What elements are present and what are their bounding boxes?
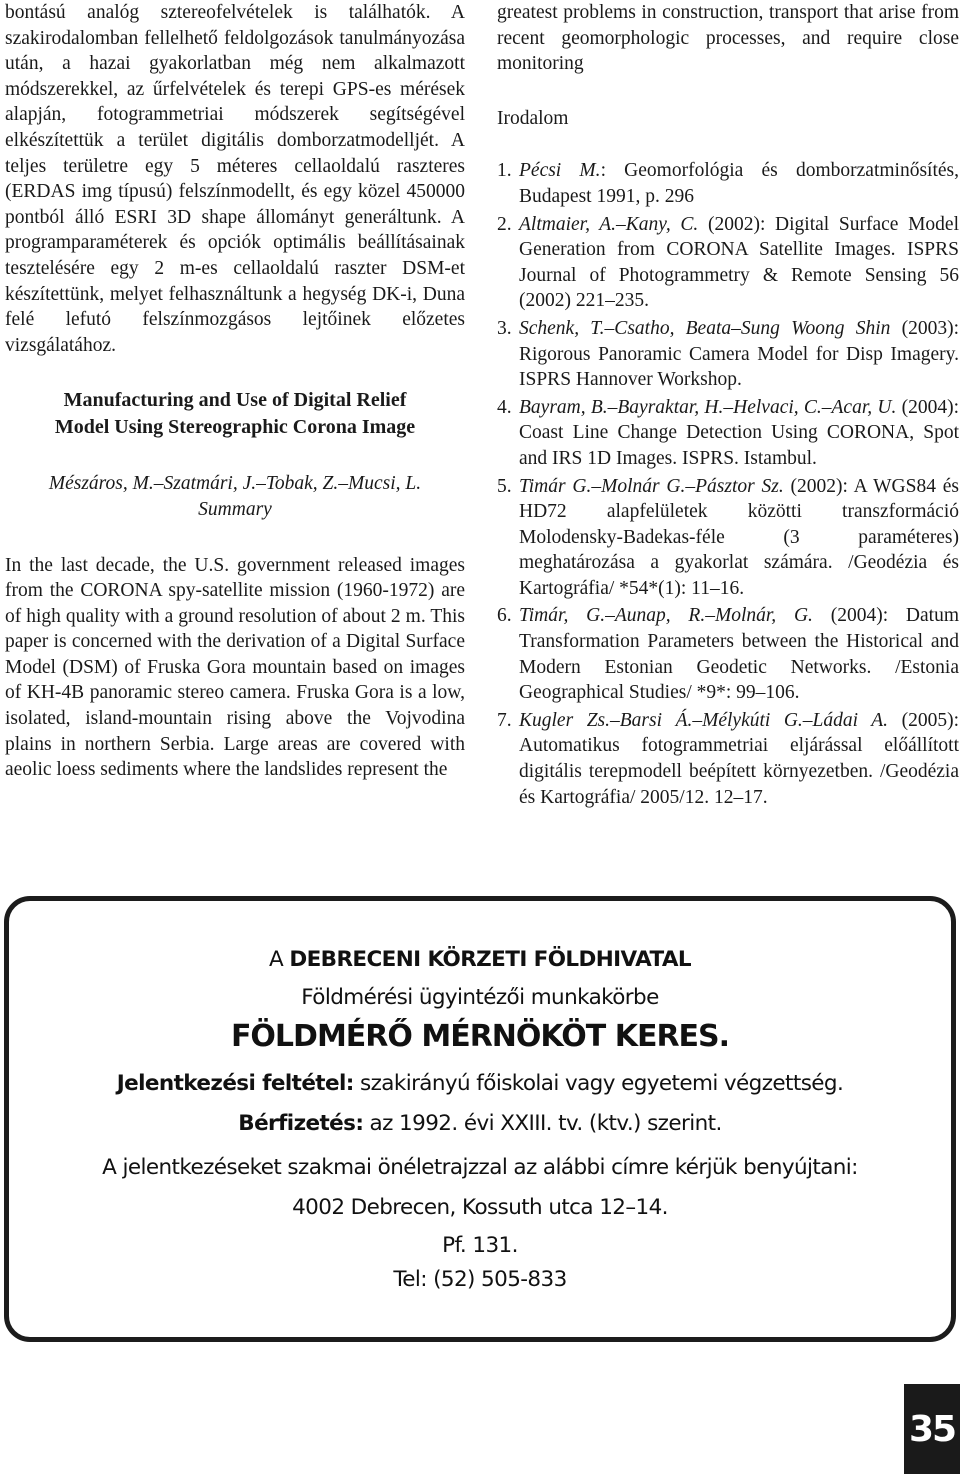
reference-item	[497, 316, 959, 393]
article-title-line-2: Model Using Stereographic Corona Image	[54, 416, 416, 439]
reference-text	[519, 212, 959, 314]
article-title	[5, 387, 465, 441]
reference-authors: Pécsi M.	[519, 160, 601, 182]
reference-details: : Geomorfológia és domborzatminősítés, Budapest 1991, p. 296	[519, 160, 959, 207]
reference-item	[497, 158, 959, 209]
reference-authors: Schenk, T.–Csatho, Beata–Sung Woong Shin	[519, 317, 891, 339]
left-column	[5, 0, 465, 783]
ad-phone: Tel: (52) 505-833	[393, 1267, 567, 1292]
reference-details: (2003): Rigorous Panoramic Camera Model for Disp Imagery. ISPRS Hannover Workshop.	[519, 317, 960, 391]
reference-authors: Timár G.–Molnár G.–Pásztor Sz.	[519, 475, 784, 497]
ad-address: 4002 Debrecen, Kossuth utca 12–14.	[292, 1195, 668, 1220]
reference-authors: Bayram, B.–Bayraktar, H.–Helvaci, C.–Acar, U.	[519, 396, 897, 418]
summary-continuation: greatest problems in construction, transport that arise from recent geomorphologic processes, and require close monitoring	[497, 2, 959, 75]
reference-text	[519, 395, 959, 472]
reference-authors: Timár, G.–Aunap, R.–Molnár, G.	[519, 605, 813, 627]
reference-text	[519, 708, 959, 810]
reference-authors: Kugler Zs.–Barsi Á.–Mélykúti G.–Ládai A.	[519, 709, 889, 731]
reference-item	[497, 603, 959, 705]
reference-number: 4.	[497, 396, 512, 418]
article-title-line-1: Manufacturing and Use of Digital Relief	[63, 389, 407, 412]
ad-line-position: Földmérési ügyintézői munkakörbe	[301, 985, 659, 1010]
reference-text	[519, 474, 959, 602]
reference-details: (2004): Coast Line Change Detection Using CORONA, Spot and IRS 1D Images. ISPRS. Istambul.	[519, 396, 959, 469]
reference-number: 2.	[497, 213, 512, 235]
ad-line-salary: Bérfizetés: az 1992. évi XXIII. tv. (ktv.) szerint.	[238, 1111, 722, 1136]
reference-item	[497, 708, 959, 810]
reference-item	[497, 474, 959, 602]
reference-item	[497, 395, 959, 472]
references-heading: Irodalom	[497, 107, 569, 129]
article-authors: Mészáros, M.–Szatmári, J.–Tobak, Z.–Mucsi, L.	[48, 473, 422, 495]
summary-text: In the last decade, the U.S. government released images from the CORONA spy-satellite mission (1960-1972) are of high quality with a ground resolution of about 2 m. This paper is concerned with the derivation of a Digital Surface Model (DSM) of Fruska Gora mountain based on images of KH-4B panoramic stereo camera. Fruska Gora is a low, isolated, island-mountain rising above the Vojvodina plains in northern Serbia. Large areas are covered with aeolic loess sediments where the landslides represent the	[5, 554, 465, 781]
page-number: 35	[904, 1384, 960, 1474]
reference-text	[519, 158, 959, 209]
reference-details: (2005): Automatikus fotogrammetriai eljárással előállított digitális terepmodell beépített környezetben. /Geodézia és Kartográfia/ 2005/12. 12–17.	[519, 709, 960, 808]
reference-number: 6.	[497, 605, 512, 627]
reference-details: (2002): Digital Surface Model Generation from CORONA Satellite Images. ISPRS Journal of Photogrammetry & Remote Sensing 56 (2002) 221–235.	[519, 213, 959, 312]
ad-line-office: A DEBRECENI KÖRZETI FÖLDHIVATAL	[269, 947, 691, 972]
reference-item	[497, 212, 959, 314]
reference-authors: Altmaier, A.–Kany, C.	[519, 213, 699, 235]
reference-details: (2002): A WGS84 és HD72 alapfelületek közötti transzformáció Molodensky-Badekas-féle (3 paraméteres) meghatározása a gyakorlat számára. /Geodézia és Kartográfia/ *54*(1): 11–16.	[519, 475, 959, 599]
reference-details: (2004): Datum Transformation Parameters between the Historical and Modern Estonian Geodetic Networks. /Estonia Geographical Studies/ *9*: 99–106.	[519, 605, 959, 704]
body-paragraph: bontású analóg sztereofelvételek is találhatók. A szakirodalomban fellelhető feldolgozások tanulmányozása után, a hazai gyakorlatban még nem alkalmazott módszerekkel, az űrfelvételek és terepi GPS-es mérések alapján, fotogrammetriai módszerek segítségével elkészítettük a terület digitális domborzatmodelljét. A teljes területre egy 5 méteres cellaoldalú raszteres (ERDAS img típusú) felszínmodellt, és egy közel 450000 pontból álló ESRI 3D shape állományt generáltunk. A programparaméterek és opciók optimális beállításainak tesztelésére egy 2 m-es cellaoldalú raszter DSM-et készítettünk, melyet felhasználtunk a hegység DK-i, Duna felé lefutó felszínmozgásos lejtőinek előzetes vizsgálatához.	[5, 2, 465, 356]
ad-po-box: Pf. 131.	[442, 1233, 518, 1258]
summary-heading: Summary	[198, 498, 272, 520]
reference-text	[519, 316, 959, 393]
reference-text	[519, 603, 959, 705]
job-advertisement-box	[4, 896, 956, 1342]
ad-line-instructions: A jelentkezéseket szakmai önéletrajzzal az alábbi címre kérjük benyújtani:	[102, 1155, 858, 1180]
ad-line-requirement: Jelentkezési feltétel: szakirányú főiskolai vagy egyetemi végzettség.	[116, 1071, 844, 1096]
reference-number: 5.	[497, 475, 512, 497]
reference-list	[497, 158, 959, 810]
reference-number: 1.	[497, 160, 512, 182]
right-column	[497, 0, 959, 812]
reference-number: 7.	[497, 709, 512, 731]
ad-office-name: DEBRECENI KÖRZETI FÖLDHIVATAL	[289, 947, 691, 972]
reference-number: 3.	[497, 317, 512, 339]
ad-headline: FÖLDMÉRŐ MÉRNÖKÖT KERES.	[230, 1019, 730, 1054]
